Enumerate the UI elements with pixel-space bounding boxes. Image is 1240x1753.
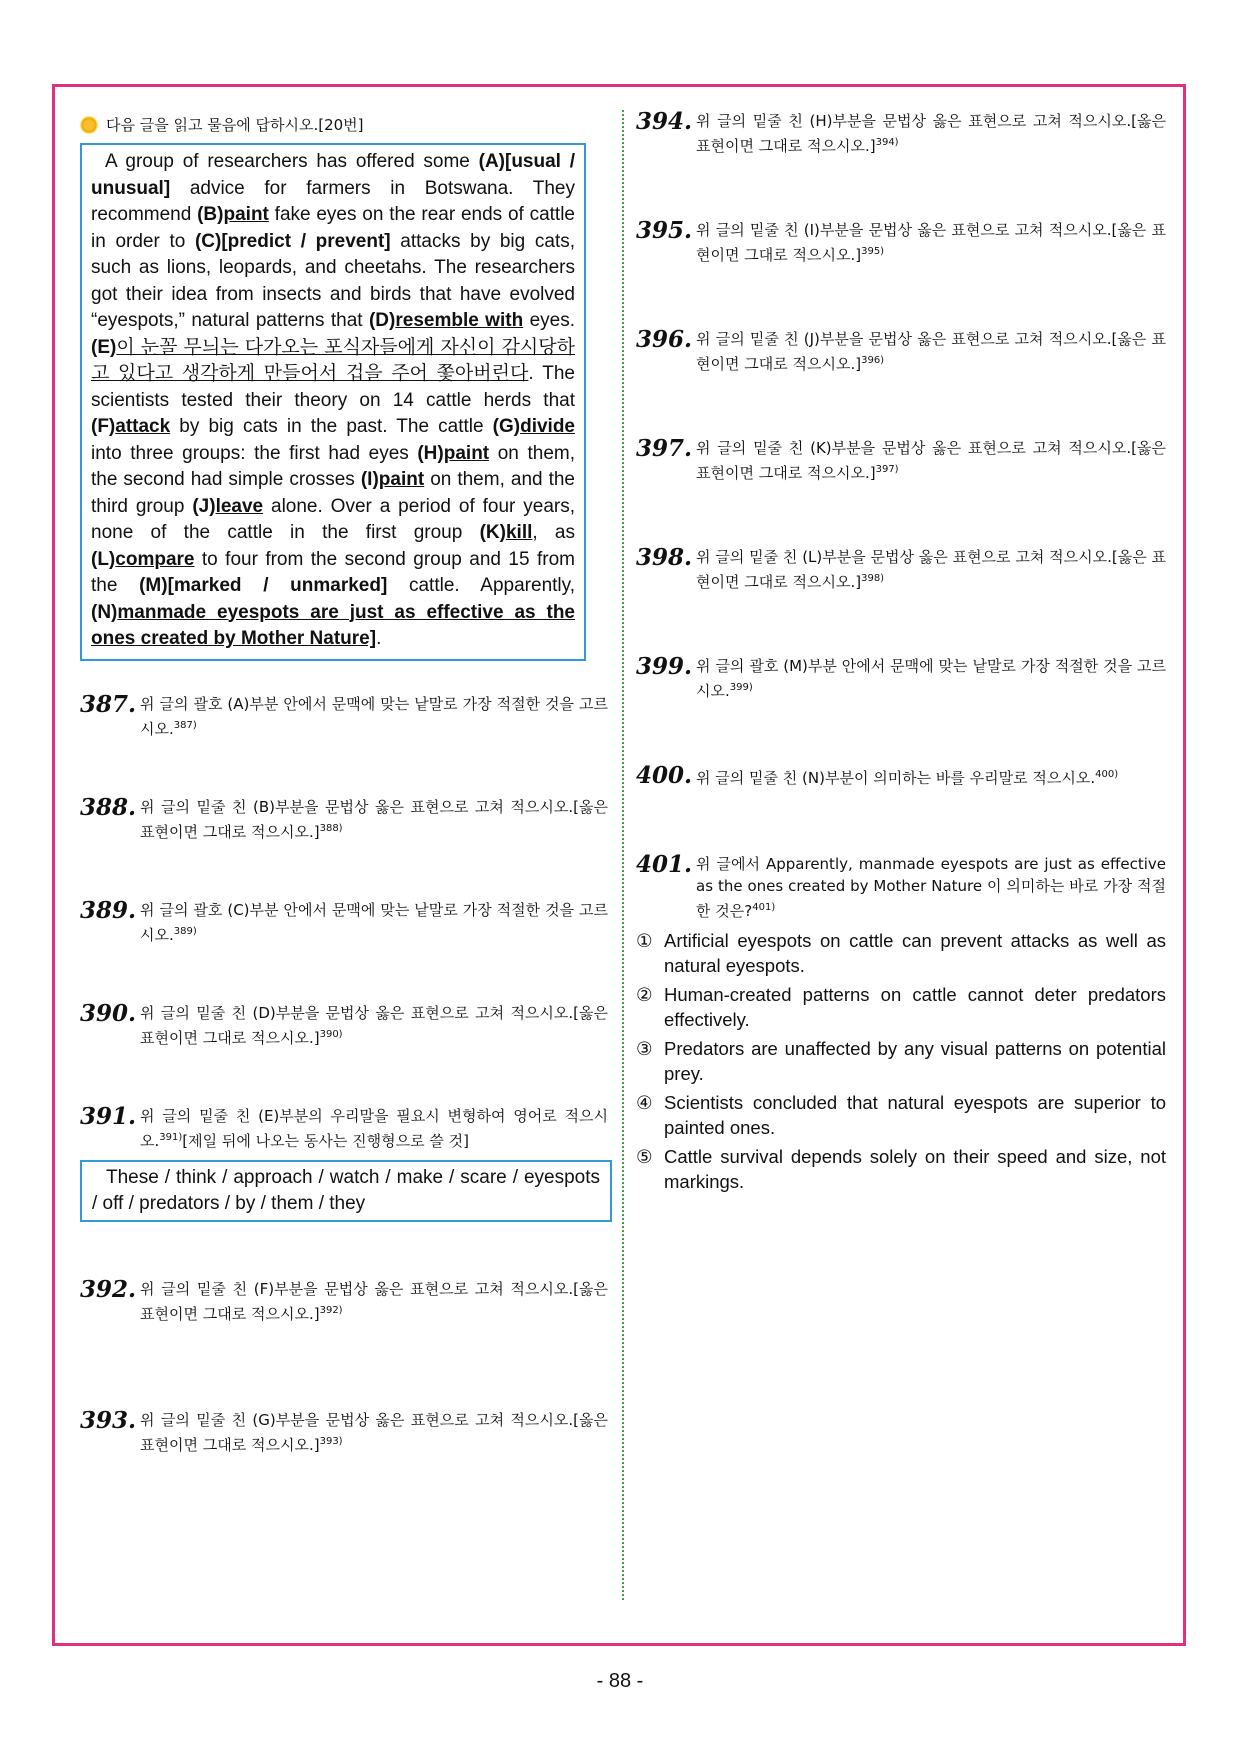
question-392: 392. 위 글의 밑줄 친 (F)부분을 문법상 옳은 표현으로 고쳐 적으시오.[옳은 표현이면 그대로 적으시오.]$^{392)}$: [80, 1275, 608, 1323]
question-397: 397. 위 글의 밑줄 친 (K)부분을 문법상 옳은 표현으로 고쳐 적으시오.[옳은 표현이면 그대로 적으시오.]$^{397)}$: [636, 435, 1166, 482]
question-395: 395. 위 글의 밑줄 친 (I)부분을 문법상 옳은 표현으로 고쳐 적으시오.[옳은 표현이면 그대로 적으시오.]$^{395)}$: [636, 217, 1166, 264]
question-387: 387. 위 글의 괄호 (A)부분 안에서 문맥에 맞는 낱말로 가장 적절한 것을 고르시오.$^{387)}$: [80, 690, 608, 738]
question-396: 396. 위 글의 밑줄 친 (J)부분을 문법상 옳은 표현으로 고쳐 적으시오.[옳은 표현이면 그대로 적으시오.]$^{396)}$: [636, 326, 1166, 373]
question-393: 393. 위 글의 밑줄 친 (G)부분을 문법상 옳은 표현으로 고쳐 적으시오.[옳은 표현이면 그대로 적으시오.]$^{393)}$: [80, 1406, 608, 1454]
question-398: 398. 위 글의 밑줄 친 (L)부분을 문법상 옳은 표현으로 고쳐 적으시오.[옳은 표현이면 그대로 적으시오.]$^{398)}$: [636, 544, 1166, 591]
question-389: 389. 위 글의 괄호 (C)부분 안에서 문맥에 맞는 낱말로 가장 적절한 것을 고르시오.$^{389)}$: [80, 896, 608, 944]
question-388: 388. 위 글의 밑줄 친 (B)부분을 문법상 옳은 표현으로 고쳐 적으시오.[옳은 표현이면 그대로 적으시오.]$^{388)}$: [80, 793, 608, 841]
answer-choices: [636, 928, 1166, 1194]
question-400: 400. 위 글의 밑줄 친 (N)부분이 의미하는 바를 우리말로 적으시오.$^{400)}$: [636, 762, 1119, 789]
page-number: - 88 -: [596, 1670, 644, 1692]
left-column: [80, 110, 608, 1456]
choice-3[interactable]: ③ Predators are unaffected by any visual patterns on potential prey.: [636, 1038, 1166, 1084]
choice-5[interactable]: ⑤ Cattle survival depends solely on their speed and size, not markings.: [636, 1146, 1166, 1192]
reading-passage: A group of researchers has offered some (A)[usual / unusual] advice for farmers in Botswana. They recommend (B)paint fake eyes on the rear ends of cattle in order to (C)[predict / prevent] attacks by big cats, such as lions, leopards, and cheetahs. The researchers got their idea from insects and birds that have evolved “eyespots,” natural patterns that (D)resemble with eyes. (E)이 눈꼴 무늬는 다가오는 포식자들에게 자신이 감시당하고 있다고 생각하게 만들어서 겁을 주어 쫓아버린다. The scientists tested their theory on 14 cattle herds that (F)attack by big cats in the past. The cattle (G)divide into three groups: the first had eyes (H)paint on them, the second had simple crosses (I)paint on them, and the third group (J)leave alone. Over a period of four years, none of the cattle in the first group (K)kill, as (L)compare to four from the second group and 15 from the (M)[marked / unmarked] cattle. Apparently, (N)manmade eyespots are just as effective as the ones created by Mother Nature].: [80, 143, 586, 661]
question-401: 401. 위 글에서 Apparently, manmade eyespots are just as effective as the ones created by Mother Nature 이 의미하는 바로 가장 적절한 것은?$^{401)}$: [636, 851, 1166, 920]
right-column: [636, 110, 1166, 1198]
column-divider: [622, 110, 624, 1600]
flower-icon: [80, 116, 98, 134]
choice-2[interactable]: ② Human-created patterns on cattle cannot deter predators effectively.: [636, 984, 1166, 1030]
word-bank-box: These / think / approach / watch / make / scare / eyespots / off / predators / by / them / they: [80, 1160, 612, 1222]
instructions: [80, 114, 608, 135]
question-394: 394. 위 글의 밑줄 친 (H)부분을 문법상 옳은 표현으로 고쳐 적으시오.[옳은 표현이면 그대로 적으시오.]$^{394)}$: [636, 108, 1166, 155]
question-390: 390. 위 글의 밑줄 친 (D)부분을 문법상 옳은 표현으로 고쳐 적으시오.[옳은 표현이면 그대로 적으시오.]$^{390)}$: [80, 999, 608, 1047]
choice-1[interactable]: ① Artificial eyespots on cattle can prevent attacks as well as natural eyespots.: [636, 930, 1166, 976]
instructions-text: 다음 글을 읽고 물음에 답하시오.[20번]: [106, 116, 364, 134]
choice-4[interactable]: ④ Scientists concluded that natural eyespots are superior to painted ones.: [636, 1092, 1166, 1138]
question-391: 391. 위 글의 밑줄 친 (E)부분의 우리말을 필요시 변형하여 영어로 적으시오.$^{391)}$[제일 뒤에 나오는 동사는 진행형으로 쓸 것]: [80, 1102, 608, 1150]
question-399: 399. 위 글의 괄호 (M)부분 안에서 문맥에 맞는 낱말로 가장 적절한 것을 고르시오.$^{399)}$: [636, 653, 1166, 700]
